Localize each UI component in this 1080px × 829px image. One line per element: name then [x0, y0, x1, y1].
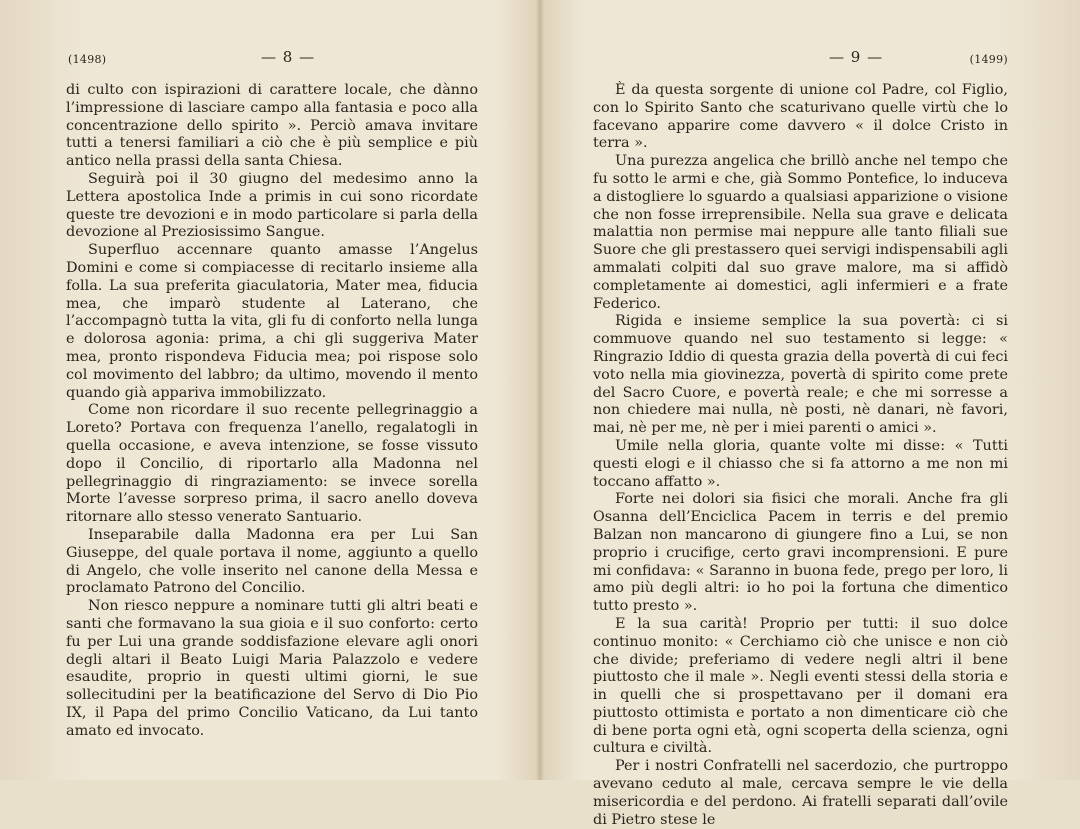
paragraph: Non riesco neppure a nominare tutti gli altri beati e santi che formavano la sua gioia e il suo conforto: certo fu per Lui una grande soddisfazione elevare agli onori degli altari il Beato Luigi Maria Palazzolo e vedere esaudite, proprio in questi ultimi giorni, le sue sollecitudini per la beatificazione del Servo di Dio Pio IX, il Papa del primo Concilio Vaticano, da Lui tanto amato ed invocato. [66, 598, 478, 739]
paragraph: Forte nei dolori sia fisici che morali. Anche fra gli Osanna dell’Enciclica Pacem in terris e del premio Balzan non mancarono di giungere fino a Lui, se non proprio i crucifige, certo gravi incomprensioni. E pure mi confidava: « Saranno in buona fede, prego per loro, li amo più degli altri: io ho poi la fortuna che dimentico tutto presto ». [593, 491, 1008, 615]
right-page-number: — 9 — [829, 48, 884, 66]
right-page-body [593, 82, 1008, 829]
right-page [542, 0, 1080, 828]
paragraph: Come non ricordare il suo recente pellegrinaggio a Loreto? Portava con frequenza l’anello, regalatogli in quella occasione, e aveva intenzione, se fosse vissuto dopo il Concilio, di riportarlo alla Madonna nel pellegrinaggio di ringraziamento: se invece sorella Morte l’avesse sorpreso prima, il sacro anello doveva ritornare allo stesso venerato Santuario. [66, 402, 478, 526]
paragraph: Umile nella gloria, quante volte mi disse: « Tutti questi elogi e il chiasso che si fa attorno a me non mi toccano affatto ». [593, 437, 1008, 490]
paragraph: Inseparabile dalla Madonna era per Lui San Giuseppe, del quale portava il nome, aggiunto a quello di Angelo, che volle inserito nel canone della Messa e proclamato Patrono del Concilio. [66, 526, 478, 597]
paragraph: Seguirà poi il 30 giugno del medesimo anno la Lettera apostolica Inde a primis in cui sono ricordate queste tre devozioni e in modo particolare si parla della devozione al Preziosissimo Sangue. [66, 170, 478, 241]
right-page-header [594, 48, 1008, 68]
left-page-header [68, 48, 480, 68]
left-page-body [66, 82, 478, 740]
paragraph: Superfluo accennare quanto amasse l’Angelus Domini e come si compiacesse di recitarlo insieme alla folla. La sua preferita giaculatoria, Mater mea, fiducia mea, che imparò studente al Laterano, che l’accompagnò tutta la vita, gli fu di conforto nella lunga e dolorosa agonia: prima, a chi gli suggeriva Mater mea, pronto rispondeva Fiducia mea; poi rispose solo col movimento del labbro; da ultimo, movendo il mento quando già appariva immobilizzato. [66, 242, 478, 401]
right-page-code: (1499) [969, 53, 1008, 66]
paragraph: È da questa sorgente di unione col Padre, col Figlio, con lo Spirito Santo che scaturivano quelle virtù che lo facevano apparire come davvero « il dolce Cristo in terra ». [593, 82, 1008, 152]
paragraph: di culto con ispirazioni di carattere locale, che dànno l’impressione di lasciare campo alla fantasia e poco alla concentrazione dello spirito ». Perciò amava invitare tutti a tenersi familiari a ciò che è più semplice e più antico nella prassi della santa Chiesa. [66, 82, 478, 170]
left-page [0, 0, 538, 780]
paragraph: E la sua carità! Proprio per tutti: il suo dolce continuo monito: « Cerchiamo ciò che unisce e non ciò che divide; preferiamo di vedere negli altri il bene piuttosto che il male ». Negli eventi stessi della storia e in quelli che si prospettavano per il domani era piuttosto ottimista e portato a non dimenticare ciò che di bene porta ogni età, ogni scoperta della scienza, ogni cultura e civiltà. [593, 615, 1008, 757]
paragraph: Una purezza angelica che brillò anche nel tempo che fu sotto le armi e che, già Sommo Pontefice, lo induceva a distogliere lo sguardo a qualsiasi apparizione o visione che non fosse irreprensibile. Nella sua grave e delicata malattia non permise mai neppure alle tanto filiali sue Suore che gli prestassero quei servigi indispensabili agli ammalati colpiti dal suo grave malore, ma si affidò completamente ai domestici, agli infermieri e a frate Federico. [593, 153, 1008, 312]
left-page-number: — 8 — [261, 48, 316, 66]
paragraph: Per i nostri Confratelli nel sacerdozio, che purtroppo avevano ceduto al male, cercava sempre le vie della misericordia e del perdono. Ai fratelli separati dall’ovile di Pietro stese le [593, 758, 1008, 828]
paragraph: Rigida e insieme semplice la sua povertà: ci si commuove quando nel suo testamento si legge: « Ringrazio Iddio di questa grazia della povertà di cui feci voto nella mia giovinezza, povertà di spirito come prete del Sacro Cuore, e povertà reale; e che mi sorresse a non chiedere mai nulla, nè posti, nè danari, nè favori, mai, nè per me, nè per i miei parenti o amici ». [593, 313, 1008, 437]
left-page-code: (1498) [68, 53, 107, 66]
